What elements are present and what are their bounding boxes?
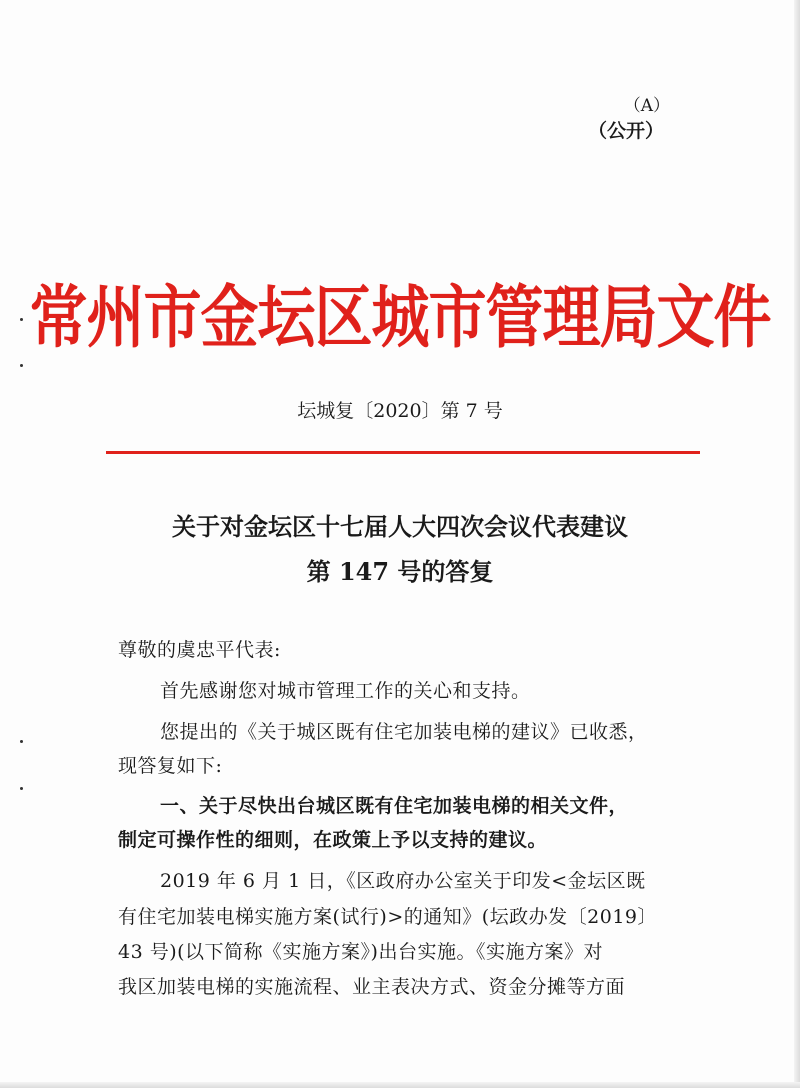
paragraph-line: 有住宅加装电梯实施方案(试行)>的通知》(坛政办发〔2019〕 xyxy=(118,906,658,928)
binding-hole-mark xyxy=(20,364,23,367)
paragraph-line: 我区加装电梯的实施流程、业主表决方式、资金分摊等方面 xyxy=(118,976,626,998)
red-divider-line xyxy=(106,451,700,454)
document-number: 坛城复〔2020〕第 7 号 xyxy=(297,400,503,422)
reply-title-line-1: 关于对金坛区十七届人大四次会议代表建议 xyxy=(172,512,628,541)
paragraph-line: 43 号)(以下简称《实施方案》)出台实施。《实施方案》对 xyxy=(118,941,603,963)
classification-public: （公开） xyxy=(587,120,664,142)
section-heading-line: 一、关于尽快出台城区既有住宅加装电梯的相关文件， xyxy=(160,795,629,817)
binding-hole-mark xyxy=(20,740,23,743)
red-header-title: 常州市金坛区城市管理局文件 xyxy=(29,277,771,358)
classification-code: （A） xyxy=(623,96,670,116)
salutation: 尊敬的虞忠平代表: xyxy=(118,639,281,661)
paragraph-line: 现答复如下: xyxy=(118,755,223,777)
page-edge-shadow xyxy=(794,0,800,1088)
binding-hole-mark xyxy=(20,787,23,790)
section-heading-line: 制定可操作性的细则，在政策上予以支持的建议。 xyxy=(118,829,548,851)
paragraph-line: 您提出的《关于城区既有住宅加装电梯的建议》已收悉， xyxy=(160,721,648,743)
reply-title-line-2: 第 147 号的答复 xyxy=(306,557,494,586)
paragraph-line: 2019 年 6 月 1 日，《区政府办公室关于印发<金坛区既 xyxy=(160,870,646,892)
paragraph-line: 首先感谢您对城市管理工作的关心和支持。 xyxy=(160,680,531,702)
page-edge-shadow-bottom xyxy=(0,1082,800,1088)
